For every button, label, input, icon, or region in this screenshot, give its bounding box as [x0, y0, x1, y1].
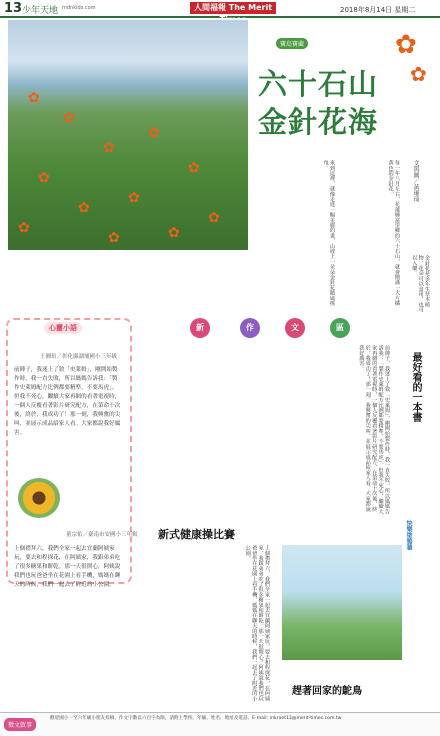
page-number: 13: [4, 1, 23, 16]
exercise-article-title: 新式健康操比賽: [158, 528, 235, 541]
ostrich-title: 趕著回家的鴕鳥: [292, 686, 362, 697]
heart-author-1: 王湘瑄／彰化縣湖埔國小三年級: [40, 354, 118, 360]
submission-text: 歡迎國小一至六年級小朋友投稿，作文字數以六百字為限，請附上學校、年級、姓名、地址及電話。E-mail: mkraet13@merit-times.com.tw: [50, 716, 342, 721]
star-4: 區: [330, 318, 350, 338]
feature-text-col3: 金針花是多年生草本植物，花朵可以食用，也可以入藥。: [411, 255, 430, 313]
site-url: mdnkids.com: [62, 5, 96, 11]
heart-text-1: 前陣子，我迷上了敘「史萊姆」，剛開始製作時，我一直失敗，所以媽媽告訴我：「製作史萊姆配方比例都要精準，不要馬虎」。但我不死心，繼續大家再網的看著電視時，一個人反覆看著影片研究配方，在第命十次後，終於，我成功了！那一刻，我興奮的尖叫，並展示成品給家人看。大家都說我好厲害。: [14, 367, 121, 436]
treasure-badge: 寶島寶藏: [276, 38, 308, 49]
feature-title-line1: 六十石山: [258, 67, 379, 101]
best-book-title: 最好看的一本書: [410, 352, 421, 422]
heart-box-title: 心靈小語: [44, 322, 82, 334]
star-1: 新: [190, 318, 210, 338]
ostrich-drawing: [282, 545, 402, 660]
issue-date: 2018年8月14日 星期二: [340, 6, 416, 14]
newspaper-logo: 人間福報 The Merit: [190, 2, 276, 14]
lily-decoration-icon: ✿: [410, 62, 427, 86]
exercise-article: 上個禮拜六，我們全家一起去宜蘭阿姨家玩，要去和程探花，在阿姨家，我跟弟弟吃了很多糖果和餅乾。那一天很開心，阿姨說我們也玩爸爸坐在花園上看手機，媽媽在聊天的時候，我們一起去了附近的小公園。: [244, 545, 270, 701]
star-2: 作: [240, 318, 260, 338]
sunflower-drawing: [18, 478, 60, 518]
heart-author-2: 董宗佑／臺南市安國小三年級: [66, 532, 138, 538]
submission-label: 徵文啟事: [4, 718, 36, 731]
feature-text-col1: 每一年八月左右，花蓮縣富里鄉的六十石山，就會開滿一大片橘黃色的金針花。: [387, 160, 400, 306]
feature-author: 文與圖／黃璀琦: [412, 160, 419, 202]
column-stars: [150, 318, 360, 340]
star-3: 文: [285, 318, 305, 338]
heart-text-2: 上個禮拜六，我們全家一起去宜蘭阿姨家玩，要去和程探花，在阿姨家，我跟弟弟吃了很多糖果和餅乾。那一天很開心，阿姨說我們也玩爸爸坐在花園上看手機，媽媽在聊天的時候，我們一起去了附近的小公園。: [14, 546, 121, 588]
doodle-wall-badge: 快樂塗鴉牆: [405, 520, 412, 550]
best-book-article: 前陣子，我迷上了敘「史萊姆」，剛開始製作時，我一直失敗，所以媽媽告訴我：「製作史萊姆配方比例都要精準，不要馬虎」。但我不死心，繼續大家再網的看著電視時，一個人反覆看著影片研究配方，在第命十次後，終於，我成功了！那一刻，我興奮的尖叫，並展示成品給家人看。大家都說我好厲害。: [358, 345, 390, 514]
feature-text-col2: 來到這裡，就像走進一幅美麗的畫，山坡上一朵朵金針花隨風搖曳。: [322, 160, 335, 306]
lily-field-painting: ✿ ✿ ✿ ✿ ✿ ✿ ✿ ✿ ✿ ✿ ✿ ✿: [8, 20, 248, 250]
lily-decoration-icon: ✿: [395, 30, 417, 60]
section-name: 少年天地: [22, 6, 59, 16]
feature-title-line2: 金針花海: [258, 105, 379, 139]
